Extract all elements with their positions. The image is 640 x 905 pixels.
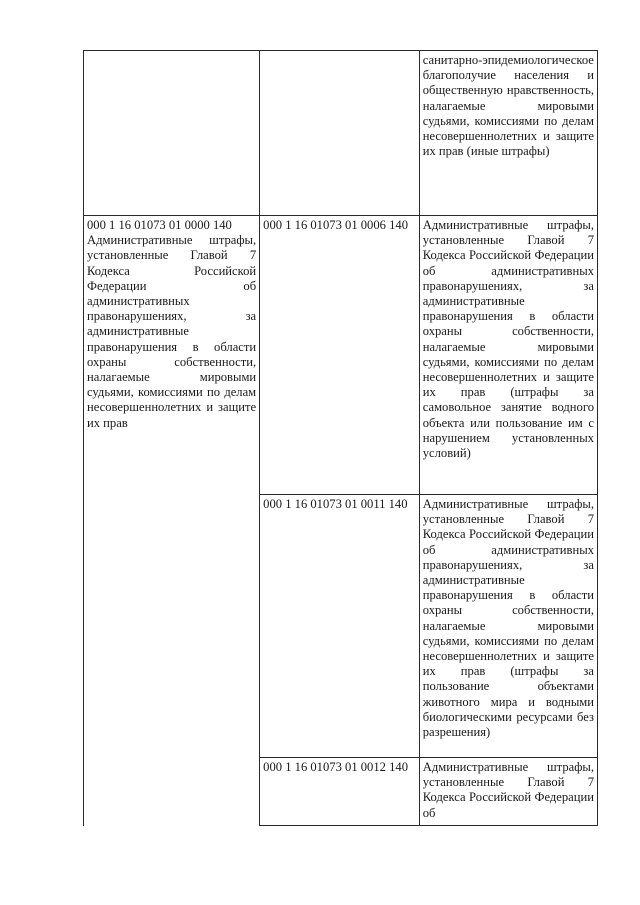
description-cell: Административные штрафы, установленные Главой 7 Кодекса Российской Федерации об административных правонарушениях, за административные правонарушения в области охраны собственности, налагаемые мировыми судьями, комиссиями по делам несовершеннолетних и защите их прав (штрафы за самовольное занятие водного объекта или пользование им с нарушением установленных условий) <box>419 216 597 495</box>
table-row <box>84 51 598 216</box>
group-main-code: 000 1 16 01073 01 0000 140 <box>87 218 232 232</box>
code-cell: 000 1 16 01073 01 0012 140 <box>260 758 420 826</box>
code-cell: 000 1 16 01073 01 0006 140 <box>260 216 420 495</box>
description-cell: санитарно-эпидемиологическое благополучие населения и общественную нравственность, налагаемые мировыми судьями, комиссиями по делам несовершеннолетних и защите их прав (иные штрафы) <box>419 51 597 216</box>
group-main-cell <box>84 216 260 826</box>
group-main-text: Административные штрафы, установленные Главой 7 Кодекса Российской Федерации об административных правонарушениях, за административные правонарушения в области охраны собственности, налагаемые мировыми судьями, комиссиями по делам несовершеннолетних и защите их прав <box>87 233 257 430</box>
description-cell: Административные штрафы, установленные Главой 7 Кодекса Российской Федерации об <box>419 758 597 826</box>
description-cell: Административные штрафы, установленные Главой 7 Кодекса Российской Федерации об административных правонарушениях, за административные правонарушения в области охраны собственности, налагаемые мировыми судьями, комиссиями по делам несовершеннолетних и защите их прав (штрафы за пользование объектами животного мира и водными биологическими ресурсами без разрешения) <box>419 495 597 758</box>
code-cell: 000 1 16 01073 01 0011 140 <box>260 495 420 758</box>
table-row <box>84 216 598 495</box>
code-cell <box>260 51 420 216</box>
main-cell <box>84 51 260 216</box>
budget-codes-table <box>83 50 598 826</box>
